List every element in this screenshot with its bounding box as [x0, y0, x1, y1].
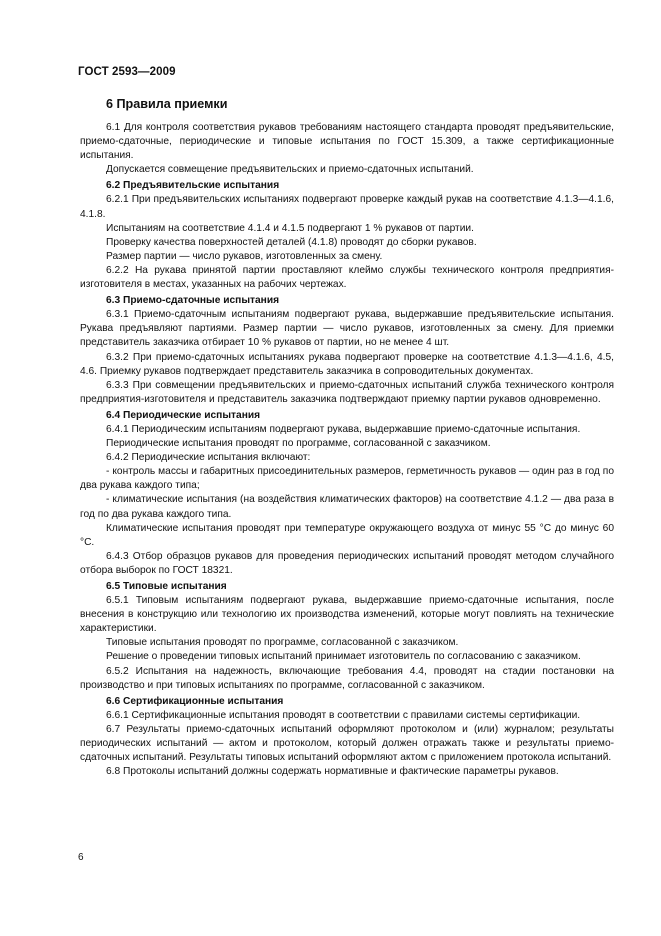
subsection-heading: 6.5 Типовые испытания: [106, 581, 227, 592]
paragraph: Размер партии — число рукавов, изготовленных за смену.: [106, 250, 383, 262]
subsection-heading: 6.6 Сертификационные испытания: [106, 695, 284, 707]
paragraph: 6.3.1 Приемо-сдаточным испытаниям подвергают рукава, выдержавшие предъявительские испытания. Рукава предъявляют партиями. Размер партии — число рукавов, изготовленных за смену. Для приемки представитель заказчика отбирает 10 % рукавов от партии, но не менее 4 шт.: [80, 309, 614, 349]
paragraph: 6.1 Для контроля соответствия рукавов требованиям настоящего стандарта проводят предъявительские, приемо-сдаточные, периодические и типовые испытания по ГОСТ 15.309, а также сертификационные испытания.: [80, 122, 614, 162]
subsection-heading: 6.4 Периодические испытания: [106, 409, 261, 421]
section-title: 6 Правила приемки: [106, 97, 228, 111]
document-header: ГОСТ 2593—2009: [78, 66, 176, 78]
paragraph: - климатические испытания (на воздействия климатических факторов) на соответствие 4.1.2 — два раза в год по два рукава каждого типа.: [80, 494, 614, 520]
paragraph: Решение о проведении типовых испытаний принимает изготовитель по согласованию с заказчиком.: [106, 651, 581, 663]
paragraph: 6.5.1 Типовым испытаниям подвергают рукава, выдержавшие приемо-сдаточные испытания, после внесения в конструкцию или технологию их производства изменений, которые могут повлиять на технические характеристики.: [80, 595, 614, 635]
paragraph: 6.4.1 Периодическим испытаниям подвергают рукава, выдержавшие приемо-сдаточные испытания.: [106, 423, 581, 435]
page-number: 6: [78, 852, 84, 863]
paragraph: Проверку качества поверхностей деталей (4.1.8) проводят до сборки рукавов.: [106, 236, 477, 248]
paragraph-list: [80, 121, 614, 779]
paragraph: Периодические испытания проводят по программе, согласованной с заказчиком.: [106, 438, 491, 450]
paragraph: - контроль массы и габаритных присоединительных размеров, герметичность рукавов — один раз в год по два рукава каждого типа;: [80, 466, 614, 492]
subsection-heading: 6.2 Предъявительские испытания: [106, 180, 280, 192]
paragraph: 6.3.2 При приемо-сдаточных испытаниях рукава подвергают проверке на соответствие 4.1.3—4.1.6, 4.5, 4.6. Приемку рукавов подтверждает представитель заказчика в сопроводительных документах.: [80, 351, 614, 377]
paragraph: 6.7 Результаты приемо-сдаточных испытаний оформляют протоколом и (или) журналом; результаты периодических испытаний — актом и протоколом, который должен отражать также и результаты приемо-сдаточных испытаний. Результаты типовых испытаний оформляют актом с приложением протокола испытаний.: [80, 723, 614, 764]
paragraph: Типовые испытания проводят по программе, согласованной с заказчиком.: [106, 637, 459, 649]
paragraph: 6.6.1 Сертификационные испытания проводят в соответствии с правилами системы сертификации.: [106, 709, 581, 721]
paragraph: 6.2.1 При предъявительских испытаниях подвергают проверке каждый рукав на соответствие 4.1.3—4.1.6, 4.1.8.: [80, 194, 614, 220]
paragraph: 6.3.3 При совмещении предъявительских и приемо-сдаточных испытаний служба технического контроля предприятия-изготовителя и представитель заказчика подтверждают приемку партии рукавов одновременно.: [80, 379, 614, 405]
paragraph: 6.2.2 На рукава принятой партии проставляют клеймо службы технического контроля предприятия-изготовителя в местах, указанных на рабочих чертежах.: [80, 264, 614, 291]
subsection-heading: 6.3 Приемо-сдаточные испытания: [106, 295, 280, 307]
document-body: [80, 96, 614, 779]
paragraph: 6.5.2 Испытания на надежность, включающие требования 4.4, проводят на стадии постановки на производство и при типовых испытаниях по программе, согласованной с заказчиком.: [80, 665, 614, 691]
paragraph: 6.4.2 Периодические испытания включают:: [106, 452, 311, 464]
paragraph: 6.4.3 Отбор образцов рукавов для проведения периодических испытаний проводят методом случайного отбора выборок по ГОСТ 18321.: [80, 550, 614, 576]
paragraph: Климатические испытания проводят при температуре окружающего воздуха от минус 55 °С до минус 60 °С.: [80, 522, 614, 548]
paragraph: 6.8 Протоколы испытаний должны содержать нормативные и фактические параметры рукавов.: [106, 766, 559, 778]
paragraph: Испытаниям на соответствие 4.1.4 и 4.1.5 подвергают 1 % рукавов от партии.: [106, 222, 474, 234]
paragraph: Допускается совмещение предъявительских и приемо-сдаточных испытаний.: [106, 164, 474, 176]
